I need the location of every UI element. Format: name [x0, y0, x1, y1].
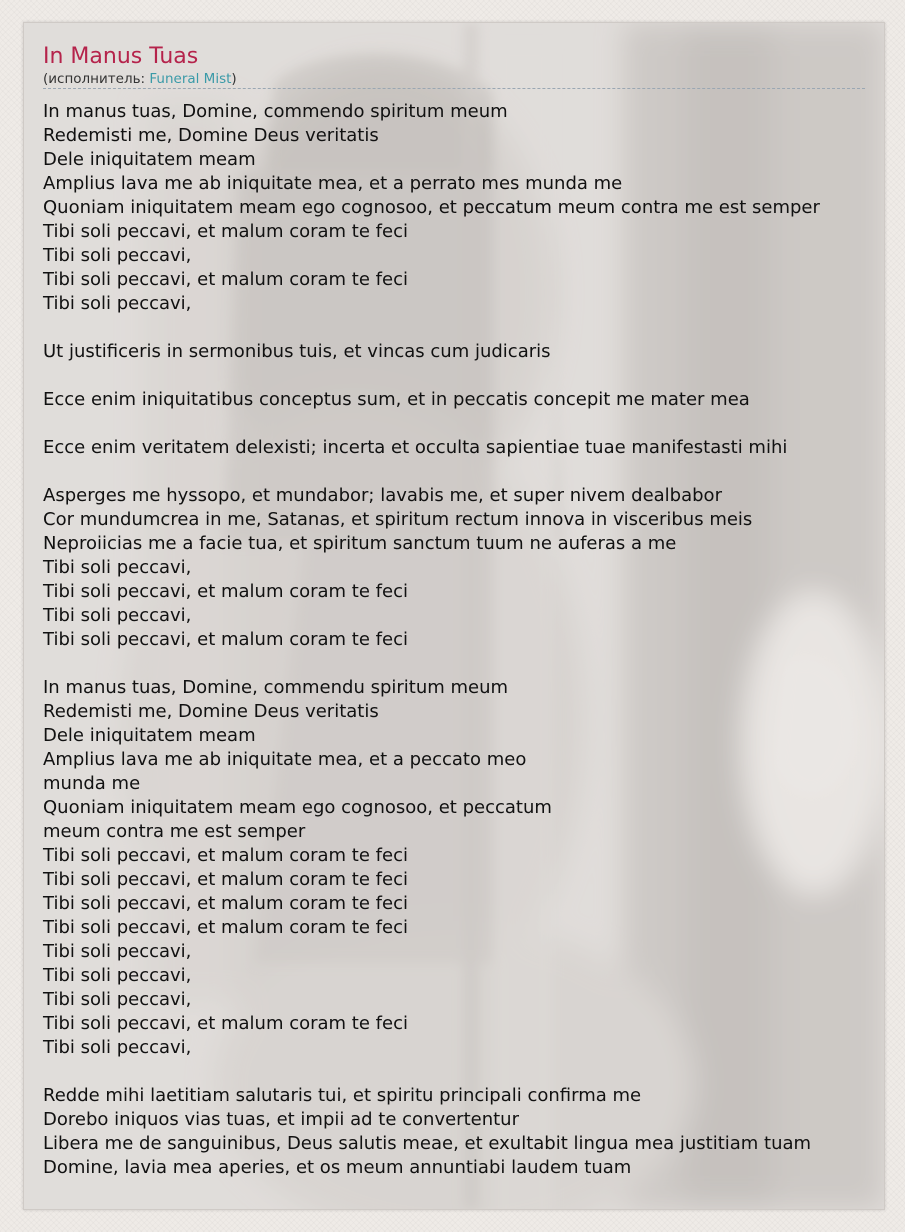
song-content: [43, 43, 885, 1180]
lyric-line: [43, 412, 885, 436]
lyric-line: Tibi soli peccavi,: [43, 245, 192, 266]
lyric-line: Amplius lava me ab iniquitate mea, et a perrato mes munda me: [43, 173, 623, 194]
lyric-line: Amplius lava me ab iniquitate mea, et a peccato meo: [43, 749, 527, 770]
lyric-line: [43, 316, 885, 340]
lyric-line: Tibi soli peccavi,: [43, 1037, 192, 1058]
lyric-line: Dele iniquitatem meam: [43, 149, 256, 170]
performer-suffix: ): [231, 71, 237, 87]
lyric-line: Dele iniquitatem meam: [43, 725, 256, 746]
lyric-line: Tibi soli peccavi, et malum coram te feci: [43, 893, 408, 914]
lyric-line: [43, 460, 885, 484]
performer-line: [43, 71, 865, 89]
lyric-line: Tibi soli peccavi,: [43, 605, 192, 626]
lyric-line: Tibi soli peccavi, et malum coram te feci: [43, 1013, 408, 1034]
performer-link[interactable]: Funeral Mist: [149, 71, 232, 87]
lyrics-panel: [23, 22, 885, 1210]
lyric-line: Tibi soli peccavi,: [43, 557, 192, 578]
lyric-line: Redemisti me, Domine Deus veritatis: [43, 701, 379, 722]
lyric-line: Ut justificeris in sermonibus tuis, et vincas cum judicaris: [43, 341, 551, 362]
lyric-line: [43, 1060, 885, 1084]
lyric-line: Tibi soli peccavi,: [43, 941, 192, 962]
lyric-line: Redde mihi laetitiam salutaris tui, et spiritu principali confirma me: [43, 1085, 642, 1106]
lyric-line: Quoniam iniquitatem meam ego cognosoo, et peccatum: [43, 797, 552, 818]
lyric-line: Ecce enim veritatem delexisti; incerta et occulta sapientiae tuae manifestasti mihi: [43, 437, 788, 458]
lyric-line: Tibi soli peccavi, et malum coram te feci: [43, 581, 408, 602]
lyric-line: [43, 364, 885, 388]
lyric-line: Tibi soli peccavi, et malum coram te feci: [43, 629, 408, 650]
lyric-line: Tibi soli peccavi,: [43, 965, 192, 986]
lyric-line: Asperges me hyssopo, et mundabor; lavabis me, et super nivem dealbabor: [43, 485, 722, 506]
lyric-line: Tibi soli peccavi, et malum coram te feci: [43, 869, 408, 890]
lyric-line: Ecce enim iniquitatibus conceptus sum, et in peccatis concepit me mater mea: [43, 389, 750, 410]
lyric-line: Tibi soli peccavi, et malum coram te feci: [43, 269, 408, 290]
lyric-line: Domine, lavia mea aperies, et os meum annuntiabi laudem tuam: [43, 1157, 632, 1178]
lyric-line: Neproiicias me a facie tua, et spiritum sanctum tuum ne auferas a me: [43, 533, 677, 554]
lyric-line: Tibi soli peccavi,: [43, 989, 192, 1010]
lyric-line: Tibi soli peccavi, et malum coram te feci: [43, 845, 408, 866]
lyric-line: Tibi soli peccavi, et malum coram te feci: [43, 917, 408, 938]
lyric-line: Tibi soli peccavi, et malum coram te feci: [43, 221, 408, 242]
lyric-line: Tibi soli peccavi,: [43, 293, 192, 314]
lyric-line: Libera me de sanguinibus, Deus salutis meae, et exultabit lingua mea justitiam tuam: [43, 1133, 812, 1154]
lyric-line: In manus tuas, Domine, commendu spiritum meum: [43, 677, 509, 698]
lyric-line: Redemisti me, Domine Deus veritatis: [43, 125, 379, 146]
performer-prefix: (исполнитель:: [43, 71, 150, 87]
lyrics-text: [43, 100, 885, 1180]
lyric-line: meum contra me est semper: [43, 821, 306, 842]
lyric-line: Dorebo iniquos vias tuas, et impii ad te convertentur: [43, 1109, 519, 1130]
song-title: In Manus Tuas: [43, 44, 199, 69]
lyric-line: munda me: [43, 773, 141, 794]
lyric-line: Cor mundumcrea in me, Satanas, et spiritum rectum innova in visceribus meis: [43, 509, 753, 530]
lyric-line: Quoniam iniquitatem meam ego cognosoo, et peccatum meum contra me est semper: [43, 197, 820, 218]
lyric-line: [43, 652, 885, 676]
lyric-line: In manus tuas, Domine, commendo spiritum meum: [43, 101, 508, 122]
